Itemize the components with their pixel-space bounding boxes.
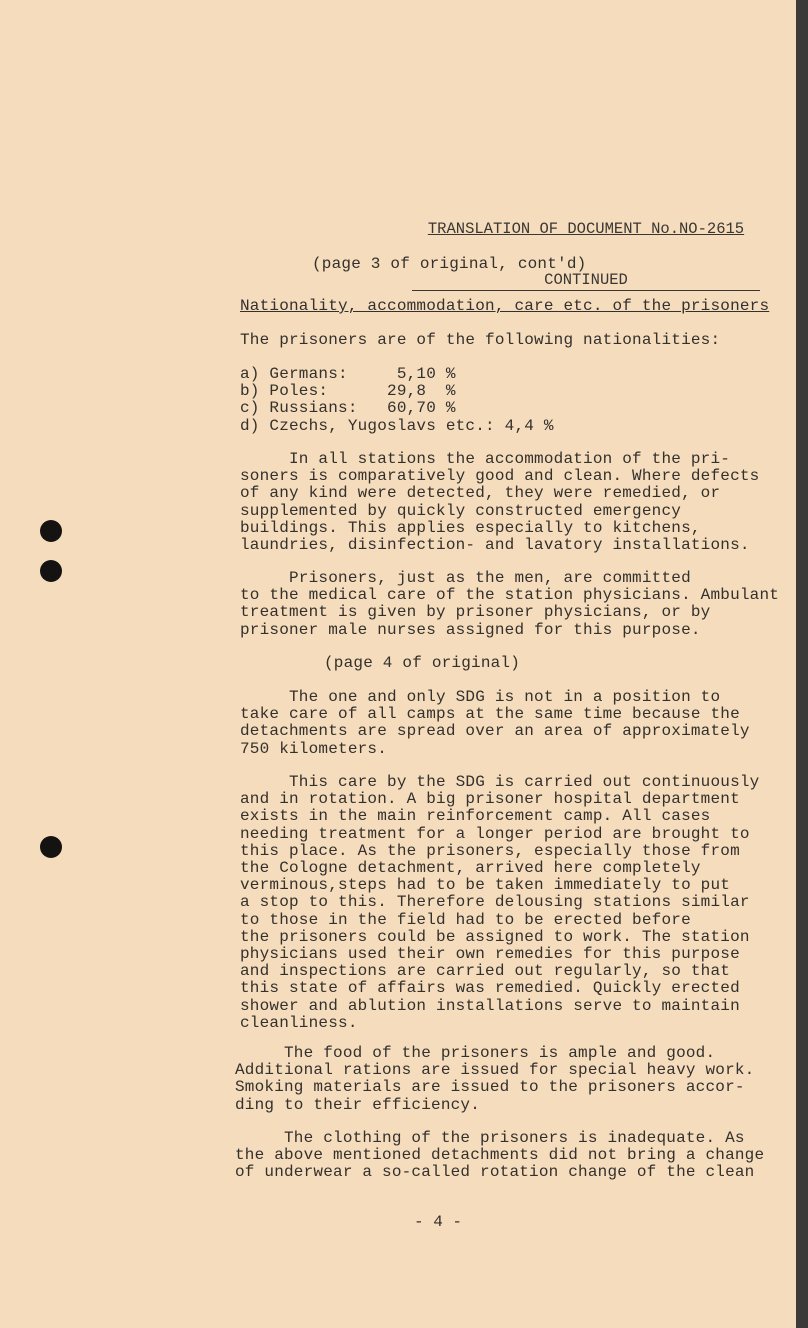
punch-hole — [40, 560, 62, 582]
text-line: The one and only SDG is not in a position to — [240, 688, 721, 706]
nationality-list — [240, 366, 554, 435]
text-line: b) Poles: 29,8 % — [240, 382, 456, 401]
text-line: 750 kilometers. — [240, 739, 388, 758]
scan-edge — [796, 0, 808, 1328]
text-line: a) Germans: 5,10 % — [240, 365, 456, 383]
text-line: The clothing of the prisoners is inadequate. As — [235, 1129, 745, 1147]
text-line: supplemented by quickly constructed emergency — [240, 501, 682, 520]
text-line: d) Czechs, Yugoslavs etc.: 4,4 % — [240, 416, 554, 435]
paragraph-medical — [240, 570, 779, 639]
text-line: laundries, disinfection- and lavatory installations. — [240, 536, 750, 555]
paragraph-sdg — [240, 689, 750, 758]
header-title: TRANSLATION OF DOCUMENT No.NO-2615 — [427, 220, 745, 238]
text-line: ding to their efficiency. — [235, 1095, 481, 1114]
text-line: of underwear a so-called rotation change of the clean — [235, 1163, 755, 1182]
punch-hole — [40, 520, 62, 542]
text-line: prisoner male nurses assigned for this purpose. — [240, 620, 701, 639]
intro-text: The prisoners are of the following nationalities: — [240, 331, 721, 349]
header-subtitle: CONTINUED — [412, 272, 760, 291]
text-line: of any kind were detected, they were remedied, or — [240, 484, 721, 503]
text-line: the prisoners could be assigned to work. The station — [240, 927, 750, 946]
text-line: shower and ablution installations serve to maintain — [240, 996, 740, 1015]
text-line: cleanliness. — [240, 1013, 358, 1032]
text-line: This care by the SDG is carried out continuously — [240, 773, 760, 791]
paragraph-care — [240, 774, 759, 1032]
text-line: this state of affairs was remedied. Quickly erected — [240, 979, 740, 998]
text-line: c) Russians: 60,70 % — [240, 399, 456, 418]
text-line: verminous,steps had to be taken immediately to put — [240, 876, 731, 895]
page-number: - 4 - — [414, 1213, 463, 1231]
text-line: needing treatment for a longer period are brought to — [240, 824, 750, 843]
text-line: The food of the prisoners is ample and good. — [235, 1044, 716, 1062]
paragraph-accommodation — [240, 451, 759, 554]
text-line: Smoking materials are issued to the prisoners accor- — [235, 1078, 745, 1097]
text-line: take care of all camps at the same time because the — [240, 705, 740, 724]
paragraph-clothing — [235, 1130, 764, 1182]
text-line: the above mentioned detachments did not bring a change — [235, 1146, 765, 1165]
text-line: and in rotation. A big prisoner hospital department — [240, 790, 740, 809]
text-line: soners is comparatively good and clean. Where defects — [240, 467, 760, 486]
text-line: a stop to this. Therefore delousing stations similar — [240, 893, 750, 912]
text-line: the Cologne detachment, arrived here completely — [240, 859, 701, 878]
text-line: and inspections are carried out regularly, so that — [240, 962, 731, 981]
text-line: In all stations the accommodation of the pri- — [240, 450, 731, 468]
paragraph-food — [235, 1045, 754, 1114]
page-note: (page 4 of original) — [324, 654, 521, 672]
text-line: this place. As the prisoners, especially those from — [240, 841, 740, 860]
text-line: physicians used their own remedies for this purpose — [240, 945, 740, 964]
text-line: buildings. This applies especially to kitchens, — [240, 518, 701, 537]
punch-hole — [40, 836, 62, 858]
text-line: to the medical care of the station physicians. Ambulant — [240, 586, 780, 605]
text-line: Additional rations are issued for special heavy work. — [235, 1061, 755, 1080]
text-line: detachments are spread over an area of approximately — [240, 722, 750, 741]
section-title: Nationality, accommodation, care etc. of the prisoners — [240, 297, 770, 315]
text-line: to those in the field had to be erected before — [240, 910, 691, 929]
text-line: Prisoners, just as the men, are committed — [240, 569, 691, 587]
page-note: (page 3 of original, cont'd) — [312, 255, 587, 273]
text-line: exists in the main reinforcement camp. All cases — [240, 807, 711, 826]
text-line: treatment is given by prisoner physicians, or by — [240, 603, 711, 622]
